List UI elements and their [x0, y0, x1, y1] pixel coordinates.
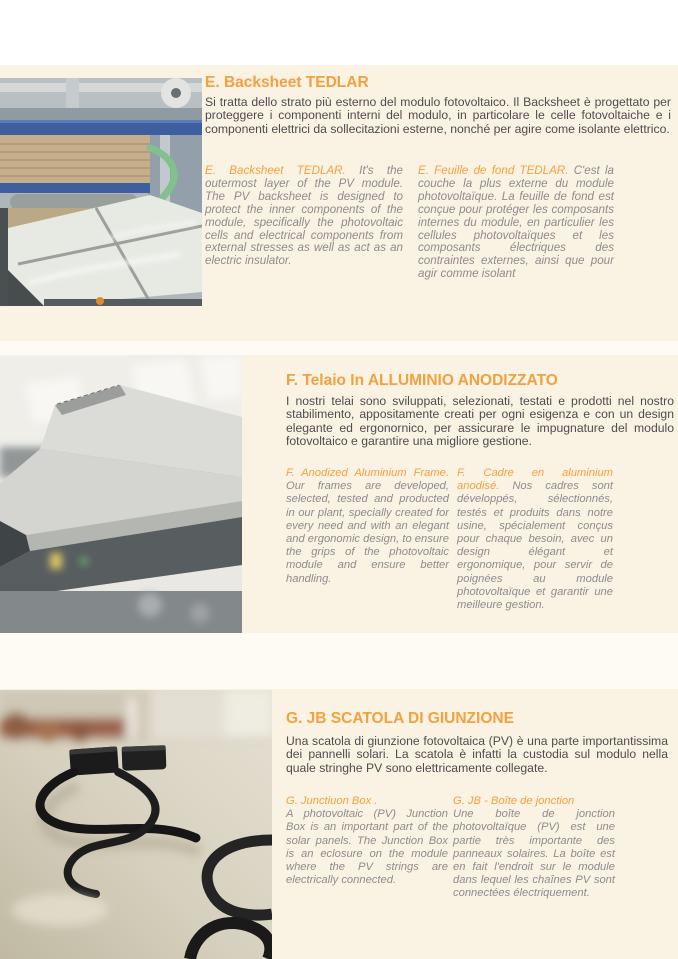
section-f-french-body: Nos cadres sont développés, sélectionnés, testés et produits dans notre usine, spécialement conçus pour chaque besoin, avec un design élégant et ergonomique, pour servir de poignées au module photovoltaïque et garantir une meilleure gestion. [457, 480, 613, 612]
section-e-title: E. Backsheet TEDLAR [205, 74, 369, 91]
section-f-french-column [457, 467, 613, 612]
section-g-french-lead: G. JB - Boîte de jonction [453, 795, 575, 807]
section-e-english-lead: E. Backsheet TEDLAR. [205, 164, 360, 177]
section-g-title: G. JB SCATOLA DI GIUNZIONE [286, 710, 514, 727]
section-f-intro-italian: I nostri telai sono sviluppati, selezionati, testati e prodotti nel nostro stabilimento, appositamente creati per ogni esigenza e con un design elegante ed ergonornico, per assicurare le impugnature del modulo fotovoltaico e garantire una migliore gestione. [286, 394, 674, 449]
section-e-english-column [205, 165, 403, 281]
section-f-english-column [286, 467, 449, 612]
photo-junction-box [0, 690, 272, 959]
section-f-french-lead: F. Cadre en aluminium anodisé. [457, 467, 613, 493]
section-f-english-lead: F. Anodized Aluminium Frame. [286, 467, 449, 479]
section-g-english-body: A photovoltaic (PV) Junction Box is an important part of the solar panels. The Junction Box is an eclosure on the module where the PV strings are electrically connected. [286, 808, 448, 887]
section-e-intro-italian: Si tratta dello strato più esterno del modulo fotovoltaico. Il Backsheet è progettato per proteggere i componenti interni del modulo, in particolare le celle fotovoltaiche e i componenti elettrici da sollecitazioni esterne, nonché per agire come isolante elettrico. [205, 95, 671, 136]
section-f-title: F. Telaio In ALLUMINIO ANODIZZATO [286, 372, 558, 389]
section-g-intro-italian: Una scatola di giunzione fotovoltaica (PV) è una parte importantissima dei pannelli solari. La scatola è infatti la custodia sul modulo nella quale stringhe PV sono elettricamente collegate. [286, 734, 668, 775]
section-divider-gap [0, 341, 678, 355]
section-e-english-body: It's the outermost layer of the PV module. The PV backsheet is designed to protect the inner components of the module, specifically the photovoltaic cells and electrical components from external stresses as well as act as an electric insulator. [205, 164, 404, 268]
section-e-french-body: C'est la couche la plus externe du module photovoltaïque. La feuille de fond est conçue pour protéger les composants internes du module, en particulier les cellules photovoltaïques et les composants électriques des contraintes externes, ainsi que pour agir comme isolant [418, 164, 614, 281]
photo-backsheet-lamination-machine [0, 78, 202, 306]
section-divider-gap [0, 633, 678, 689]
aluminium-frame-illustration [0, 355, 242, 633]
photo-anodized-aluminium-frame [0, 355, 242, 633]
section-e-translation-columns [205, 165, 615, 281]
section-e-french-column [418, 165, 614, 281]
section-f-english-body: Our frames are developed, selected, tested and producted in our plant, specially created for every need and with an elegant and ergonomic design, to ensure the grips of the photovoltaic module and ensure better handling. [286, 480, 449, 585]
section-g-english-lead: G. Junctiuon Box . [286, 795, 378, 807]
section-g-translation-columns [286, 795, 616, 901]
section-g-french-body: Une boîte de jonction photovoltaïque (PV) est une partie très importante des panneaux solaires. La boîte est en fait l'endroit sur le module dans lequel les chaînes PV sont connectées électriquement. [453, 808, 615, 900]
backsheet-machine-illustration [0, 78, 202, 306]
section-g-french-column [453, 795, 615, 901]
section-f-translation-columns [286, 467, 616, 612]
section-e-french-lead: E. Feuille de fond TEDLAR. [418, 164, 574, 177]
section-g-english-column [286, 795, 448, 901]
junction-box-illustration [0, 690, 272, 959]
